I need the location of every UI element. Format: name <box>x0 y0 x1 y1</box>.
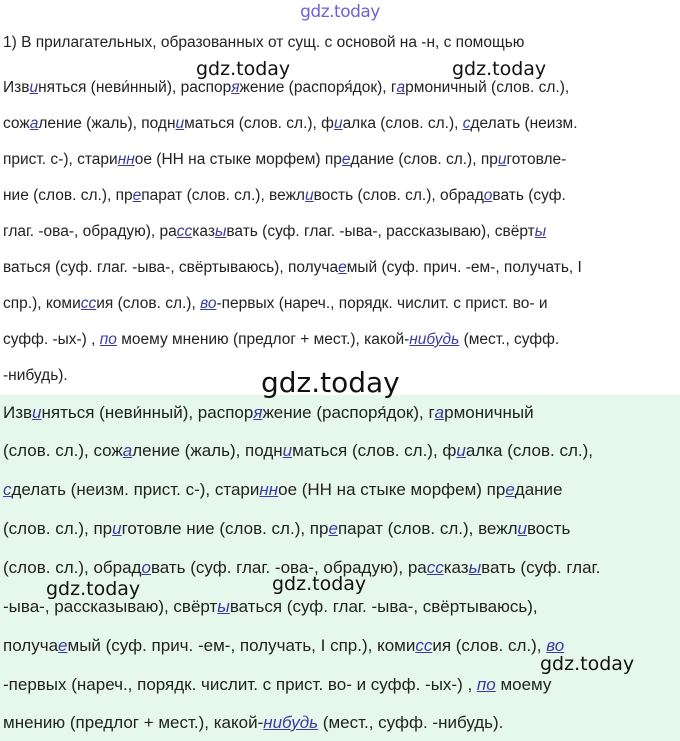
highlighted-letters: и <box>175 115 185 132</box>
highlighted-letters: во <box>200 295 217 312</box>
intro-line: прист. с-), старинное (НН на стыке морфем) предание (слов. сл.), приготовле- <box>3 151 567 168</box>
highlighted-letters: о <box>483 187 493 204</box>
highlighted-letters: с <box>3 480 12 499</box>
answer-line: сделать (неизм. прист. с-), старинное (НН на стыке морфем) предание <box>3 480 563 499</box>
answer-line: Извиняться (неви́нный), распоряжение (распоря́док), гармоничный <box>3 403 534 422</box>
highlighted-letters: ы <box>534 223 547 240</box>
highlighted-letters: е <box>341 151 351 168</box>
highlighted-letters: е <box>505 480 515 499</box>
watermark: gdz.today <box>196 58 291 80</box>
highlighted-letters: а <box>396 79 406 96</box>
intro-line: сожаление (жаль), подниматься (слов. сл.), фиалка (слов. сл.), сделать (неизм. <box>3 115 578 132</box>
intro-line: Извиняться (неви́нный), распоряжение (распоря́док), гармоничный (слов. сл.), <box>3 79 570 96</box>
watermark: gdz.today <box>540 653 635 675</box>
highlighted-letters: и <box>32 403 42 422</box>
intro-line: 1) В прилагательных, образованных от сущ. с основой на -н, с помощью <box>3 34 525 51</box>
highlighted-letters: е <box>132 187 142 204</box>
highlighted-letters: а <box>29 115 39 132</box>
answer-line: мнению (предлог + мест.), какой-нибудь (мест., суфф. -нибудь). <box>3 713 504 732</box>
intro-line: глаг. -ова-, обрадую), рассказывать (суф. глаг. -ыва-, рассказываю), свёрты <box>3 223 547 240</box>
site-title[interactable]: gdz.today <box>300 2 380 22</box>
highlighted-letters: и <box>304 187 314 204</box>
highlighted-letters: е <box>58 636 68 655</box>
highlighted-letters: и <box>333 115 343 132</box>
highlighted-letters: ы <box>468 558 482 577</box>
highlighted-letters: сс <box>80 295 97 312</box>
highlighted-letters: е <box>328 519 338 538</box>
intro-line: ние (слов. сл.), препарат (слов. сл.), вежливость (слов. сл.), обрадовать (суф. <box>3 187 566 204</box>
highlighted-letters: по <box>476 675 496 694</box>
highlighted-letters: нибудь <box>263 713 319 732</box>
highlighted-letters: по <box>99 331 117 348</box>
highlighted-letters: и <box>517 519 527 538</box>
highlighted-letters: сс <box>415 636 433 655</box>
highlighted-letters: нн <box>259 480 279 499</box>
highlighted-letters: е <box>338 259 347 276</box>
highlighted-letters: о <box>141 558 151 577</box>
highlighted-letters: сс <box>176 223 193 240</box>
highlighted-letters: сс <box>426 558 444 577</box>
highlighted-letters: во <box>546 636 565 655</box>
highlighted-letters: ы <box>214 223 227 240</box>
highlighted-letters: нибудь <box>409 331 460 348</box>
highlighted-letters: и <box>456 441 466 460</box>
highlighted-letters: ы <box>217 597 230 616</box>
answer-line: -ыва-, рассказываю), свёртываться (суф. глаг. -ыва-, свёртываюсь), <box>3 597 538 616</box>
intro-line: ваться (суф. глаг. -ыва-, свёртываюсь), получаемый (суф. прич. -ем-, получать, I <box>3 259 582 276</box>
intro-line: суфф. -ых-) , по моему мнению (предлог + мест.), какой-нибудь (мест., суфф. <box>3 331 560 348</box>
intro-line: -нибудь). <box>3 367 68 384</box>
answer-line: (слов. сл.), приготовле ние (слов. сл.), препарат (слов. сл.), вежливость <box>3 519 571 538</box>
answer-line: получаемый (суф. прич. -ем-, получать, I спр.), комиссия (слов. сл.), во <box>3 636 565 655</box>
highlighted-letters: и <box>282 441 293 460</box>
highlighted-letters: и <box>29 79 39 96</box>
highlighted-letters: я <box>231 79 240 96</box>
watermark: gdz.today <box>261 366 400 399</box>
highlighted-letters: нн <box>117 151 135 168</box>
highlighted-letters: я <box>253 403 263 422</box>
highlighted-letters: с <box>462 115 471 132</box>
highlighted-letters: и <box>497 151 507 168</box>
intro-line: спр.), комиссия (слов. сл.), во-первых (нареч., порядк. числит. с прист. во- и <box>3 295 548 312</box>
answer-block <box>0 395 680 741</box>
watermark: gdz.today <box>46 578 141 600</box>
answer-line: (слов. сл.), сожаление (жаль), подниматься (слов. сл.), фиалка (слов. сл.), <box>3 441 593 460</box>
watermark: gdz.today <box>452 58 547 80</box>
answer-line: (слов. сл.), обрадовать (суф. глаг. -ова-, обрадую), рассказывать (суф. глаг. <box>3 558 601 577</box>
highlighted-letters: а <box>434 403 445 422</box>
highlighted-letters: а <box>122 441 133 460</box>
watermark: gdz.today <box>272 573 367 595</box>
answer-line: -первых (нареч., порядк. числит. с прист. во- и суфф. -ых-) , по моему <box>3 675 552 694</box>
highlighted-letters: и <box>112 519 122 538</box>
